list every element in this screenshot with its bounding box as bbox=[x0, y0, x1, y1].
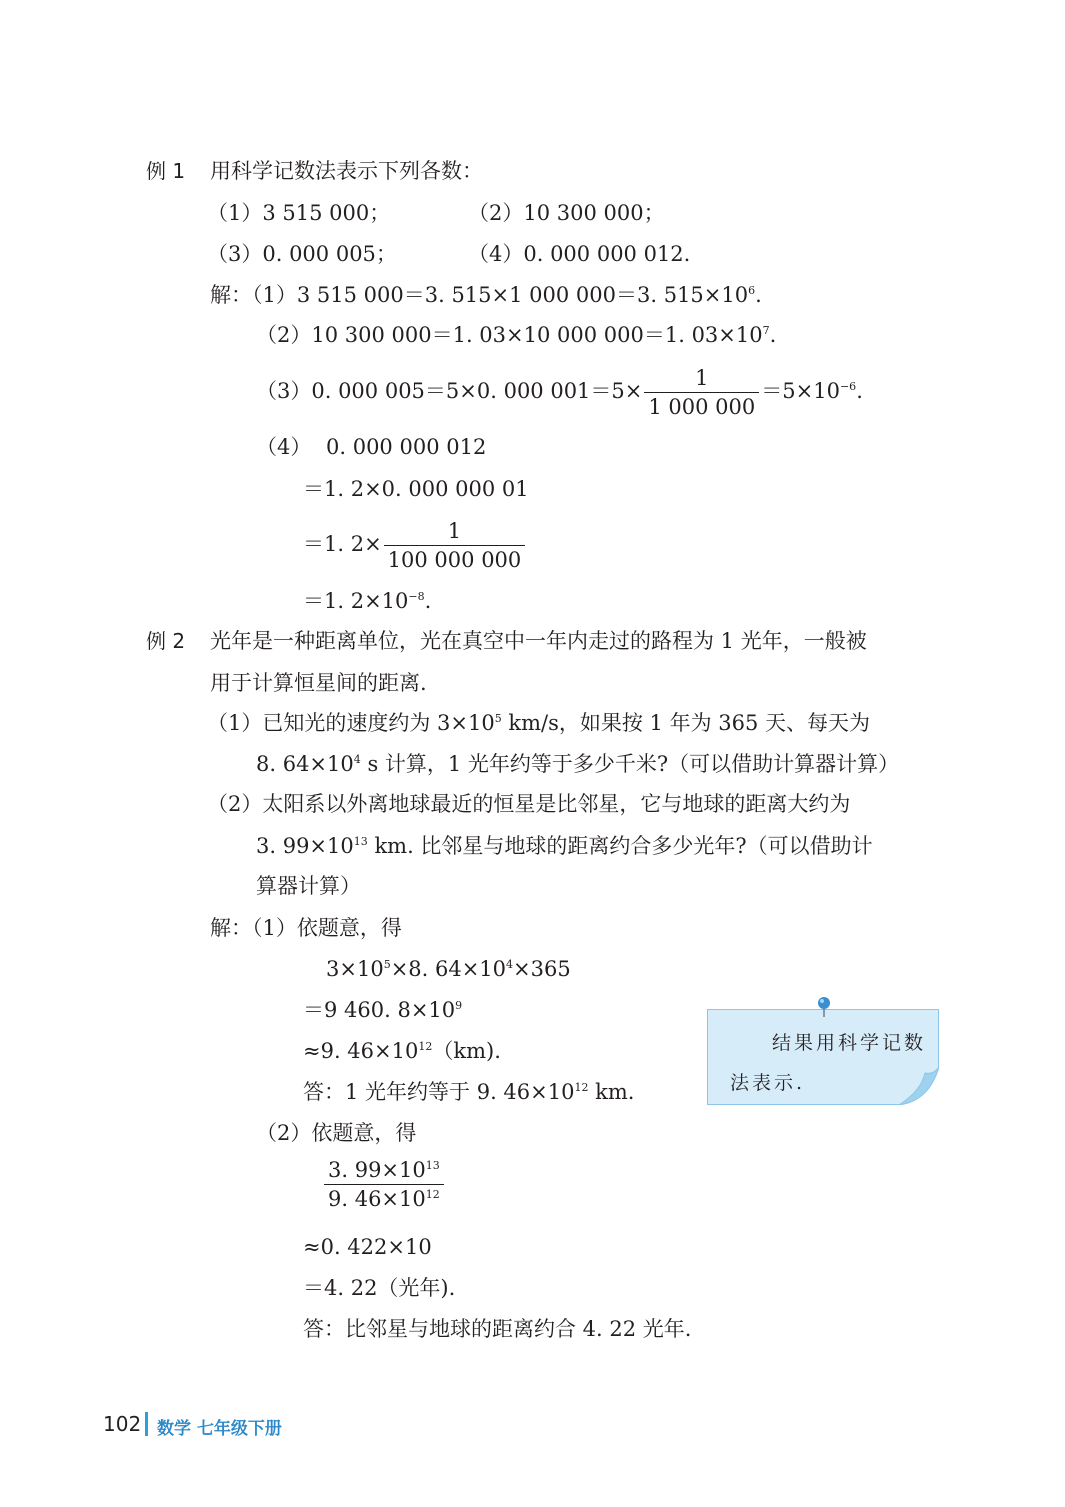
ans1-text: 答：1 光年约等于 9. 46×10 bbox=[303, 1080, 575, 1104]
solution-2-fraction bbox=[324, 1158, 444, 1211]
sol1-l3-exponent: 12 bbox=[418, 1040, 433, 1053]
numerator-text: 3. 99×10 bbox=[328, 1158, 426, 1182]
q1b-exponent: 4 bbox=[353, 753, 361, 766]
solution-3-exponent: −6 bbox=[839, 380, 857, 393]
example-1-item-4: （4）0. 000 000 012. bbox=[468, 242, 691, 266]
example-2-line-2: 用于计算恒星间的距离. bbox=[210, 671, 427, 695]
example-1-label: 例 1 bbox=[146, 159, 186, 183]
solution-3-text: （3）0. 000 005＝5×0. 000 001＝5× bbox=[256, 379, 643, 403]
sol1-l2-exponent: 9 bbox=[455, 999, 463, 1012]
q1-text: （1）已知光的速度约为 3×10 bbox=[207, 711, 495, 735]
example-1-solution-4-label: （4） bbox=[256, 435, 312, 459]
step-2-fraction bbox=[384, 519, 526, 572]
example-2-question-2-line-2 bbox=[256, 833, 873, 859]
example-2-answer-1 bbox=[303, 1079, 634, 1105]
example-1-solution-4-start: 0. 000 000 012 bbox=[326, 435, 487, 459]
ans1-exponent: 12 bbox=[574, 1081, 589, 1094]
denominator-text: 9. 46×10 bbox=[328, 1187, 426, 1211]
example-1-solution-4-step-1: ＝1. 2×0. 000 000 01 bbox=[303, 477, 529, 501]
fraction-denominator bbox=[324, 1185, 444, 1211]
solution-2-exponent: 7 bbox=[762, 324, 770, 337]
sol1-part-b: ×8. 64×10 bbox=[390, 957, 507, 981]
q1-text-rest: km/s，如果按 1 年为 365 天、每天为 bbox=[501, 711, 871, 735]
example-1-solution-3: （3）0. 000 005＝5×0. 000 001＝5× $\frac{1}{1 000 000}$ $=5\times 10^{-6}$. bbox=[256, 366, 863, 419]
step-3-exponent: −8 bbox=[408, 590, 425, 603]
solution-1-text: 解：（1）3 515 000＝3. 515×1 000 000＝3. 515×10 bbox=[210, 283, 749, 307]
sol1-l3-unit: （km). bbox=[432, 1039, 501, 1063]
example-2-solution-2-line-2: ≈0. 422×10 bbox=[303, 1235, 432, 1259]
example-2-solution-1-line-1 bbox=[326, 956, 571, 982]
q1b-text: 8. 64×10 bbox=[256, 752, 354, 776]
solution-2-text: （2）10 300 000＝1. 03×10 000 000＝1. 03×10 bbox=[256, 323, 763, 347]
fraction-denominator: 100 000 000 bbox=[387, 548, 522, 572]
q1b-text-rest: s 计算，1 光年约等于多少千米?（可以借助计算器计算） bbox=[360, 752, 900, 776]
fraction-numerator: 1 bbox=[644, 366, 759, 393]
page-curl-icon bbox=[899, 1067, 939, 1105]
sol1-part-a: 3×10 bbox=[326, 957, 384, 981]
q2b-text-rest: km. 比邻星与地球的距离约合多少光年?（可以借助计 bbox=[367, 834, 873, 858]
q1-exponent: 5 bbox=[494, 712, 502, 725]
book-title: 数学 七年级下册 bbox=[157, 1419, 282, 1439]
step-2-text: ＝1. 2× bbox=[303, 532, 382, 556]
example-2-question-2-line-1: （2）太阳系以外离地球最近的恒星是比邻星，它与地球的距离大约为 bbox=[207, 792, 851, 816]
example-1-item-2: （2）10 300 000； bbox=[468, 201, 665, 225]
example-1-item-3: （3）0. 000 005； bbox=[207, 242, 397, 266]
fraction-numerator: 1 bbox=[384, 519, 526, 546]
example-2-question-1-line-2 bbox=[256, 751, 899, 777]
solution-3-result: ＝5×10 bbox=[761, 379, 840, 403]
example-2-solution-2-heading: （2）依题意，得 bbox=[256, 1121, 417, 1145]
example-1-prompt: 用科学记数法表示下列各数： bbox=[210, 159, 483, 183]
page-number: 102 bbox=[103, 1412, 142, 1436]
fraction-denominator: 1 000 000 bbox=[648, 395, 756, 419]
solution-3-fraction bbox=[644, 366, 759, 419]
numerator-exponent: 13 bbox=[425, 1159, 440, 1172]
denominator-exponent: 12 bbox=[425, 1188, 440, 1201]
example-2-solution-2-fraction bbox=[324, 1158, 444, 1211]
example-1-solution-2: （2）10 300 000＝1. 03×10 000 000＝1. $03\times 10^7$. bbox=[256, 323, 777, 347]
sticky-note-line-2: 法表示. bbox=[730, 1072, 806, 1094]
example-1-solution-1: 解：（1）3 515 000＝3. 515×1 000 000＝3. $515\times 10^6$. bbox=[210, 283, 762, 307]
sol1-l2-text: ＝9 460. 8×10 bbox=[303, 998, 456, 1022]
example-2-line-1: 光年是一种距离单位，光在真空中一年内走过的路程为 1 光年，一般被 bbox=[210, 629, 867, 653]
step-3-text: ＝1. 2×10 bbox=[303, 589, 409, 613]
fraction-numerator bbox=[324, 1158, 444, 1185]
sol1-exp-2: 4 bbox=[506, 958, 514, 971]
ans1-unit: km. bbox=[588, 1080, 635, 1104]
example-2-answer-2: 答：比邻星与地球的距离约合 4. 22 光年. bbox=[303, 1317, 692, 1341]
q2b-text: 3. 99×10 bbox=[256, 834, 354, 858]
pushpin-icon bbox=[816, 996, 832, 1018]
example-1-item-1: （1）3 515 000； bbox=[207, 201, 391, 225]
sticky-note-line-1: 结果用科学记数 bbox=[772, 1032, 927, 1054]
example-1-solution-4-step-2 bbox=[303, 518, 527, 572]
sol1-exp-1: 5 bbox=[383, 958, 391, 971]
footer-divider bbox=[145, 1412, 148, 1436]
example-2-solution-1-heading: 解：（1）依题意，得 bbox=[210, 916, 402, 940]
sol1-l3-text: ≈9. 46×10 bbox=[303, 1039, 419, 1063]
example-2-question-1-line-1 bbox=[207, 710, 870, 736]
solution-1-exponent: 6 bbox=[748, 284, 756, 297]
example-2-question-2-line-3: 算器计算） bbox=[256, 874, 361, 898]
sol1-part-c: ×365 bbox=[513, 957, 571, 981]
example-1-solution-4-step-3: ＝1. $2\times 10^{-8}$. bbox=[303, 589, 432, 613]
example-2-solution-2-line-3: ＝4. 22（光年). bbox=[303, 1276, 456, 1300]
example-2-label: 例 2 bbox=[146, 629, 186, 653]
example-2-solution-1-line-3 bbox=[303, 1038, 501, 1064]
q2b-exponent: 13 bbox=[353, 835, 368, 848]
example-2-solution-1-line-2 bbox=[303, 997, 462, 1023]
